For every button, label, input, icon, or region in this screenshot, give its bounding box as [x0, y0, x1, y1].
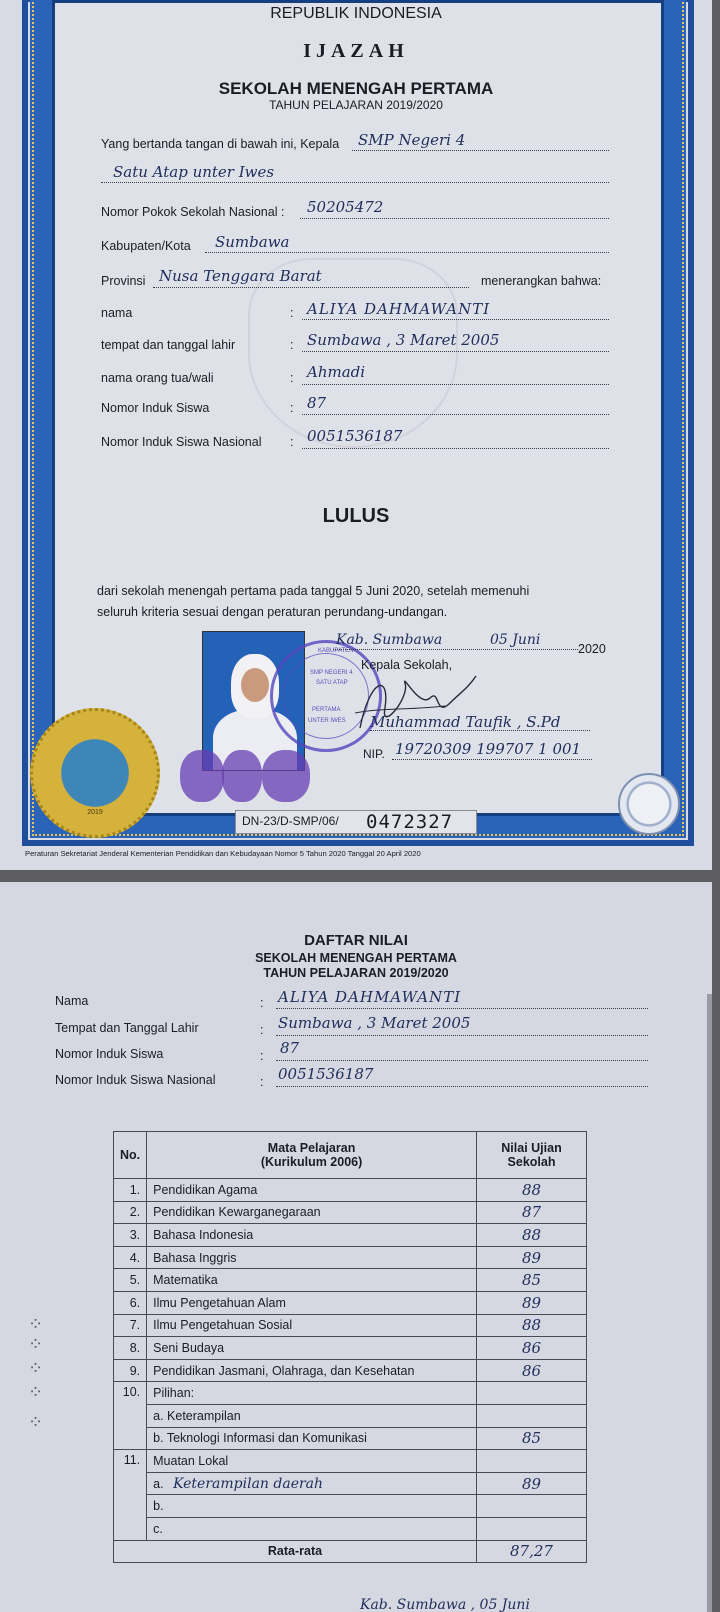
row-subject: Seni Budaya: [147, 1337, 477, 1360]
nisn-label: Nomor Induk Siswa Nasional: [101, 435, 262, 449]
principal-name: Muhammad Taufik , S.Pd: [370, 713, 561, 731]
grade-list-scan: [0, 882, 712, 1612]
hologram-sticker: [618, 773, 680, 835]
thumbprint: [222, 750, 262, 802]
nama-value: ALIYA DAHMAWANTI: [278, 988, 462, 1006]
mulok-b: b.: [147, 1495, 477, 1518]
ttl-label: tempat dan tanggal lahir: [101, 338, 236, 352]
ortu-value: Ahmadi: [307, 363, 366, 381]
table-row-mulok-a: [114, 1472, 587, 1495]
table-row-mulok-b: [114, 1495, 587, 1518]
mulok-a-value: Keterampilan daerah: [173, 1475, 324, 1492]
seal-text: SATU ATAP: [316, 680, 348, 686]
thumbprint: [180, 750, 224, 802]
row-subject: Ilmu Pengetahuan Sosial: [147, 1314, 477, 1337]
colon: :: [260, 1023, 264, 1037]
ttl-value: Sumbawa , 3 Maret 2005: [278, 1014, 471, 1032]
perforation-mark: ⁘: [28, 1358, 46, 1379]
row-no: 5.: [114, 1269, 147, 1292]
average-value: 87,27: [477, 1540, 587, 1563]
row-no: 10.: [114, 1382, 147, 1450]
table-row: [114, 1201, 587, 1224]
row-score: [477, 1382, 587, 1405]
nisn-value: 0051536187: [278, 1065, 374, 1083]
colon: :: [290, 435, 294, 449]
garuda-emblem: 2019: [30, 708, 160, 838]
col-no-header: No.: [114, 1132, 147, 1179]
row-no: 6.: [114, 1291, 147, 1314]
row-no: 1.: [114, 1179, 147, 1202]
nama-label: Nama: [55, 994, 89, 1008]
row-score: 89: [477, 1246, 587, 1269]
document-title: IJAZAH: [303, 40, 409, 62]
mulok-a-score: 89: [477, 1472, 587, 1495]
intro-label: Yang bertanda tangan di bawah ini, Kepala: [101, 137, 340, 151]
row-score: 85: [477, 1269, 587, 1292]
mulok-label: Muatan Lokal: [147, 1450, 477, 1473]
row-score: [477, 1517, 587, 1540]
sign-date: 05 Juni: [490, 632, 541, 648]
row-no: 3.: [114, 1224, 147, 1247]
statement-line-1: dari sekolah menengah pertama pada tanggal 5 Juni 2020, setelah memenuhi: [97, 584, 530, 598]
table-header-row: [114, 1132, 587, 1179]
mulok-c: c.: [147, 1517, 477, 1540]
table-row: [114, 1337, 587, 1360]
row-score: 88: [477, 1314, 587, 1337]
regulation-footnote: Peraturan Sekretariat Jenderal Kementerian Pendidikan dan Kebudayaan Nomor 5 Tahun 2020 Tanggal 20 April 2020: [25, 849, 421, 858]
table-row-pilihan-a: [114, 1404, 587, 1427]
nisn-label: Nomor Induk Siswa Nasional: [55, 1073, 216, 1087]
pilihan-b-score: 85: [477, 1427, 587, 1450]
row-subject: Pendidikan Jasmani, Olahraga, dan Kesehatan: [147, 1359, 477, 1382]
table-row-pilihan-b: [114, 1427, 587, 1450]
row-score: [477, 1495, 587, 1518]
table-row-average: [114, 1540, 587, 1563]
row-no: 9.: [114, 1359, 147, 1382]
colon: :: [290, 306, 294, 320]
table-row: [114, 1246, 587, 1269]
sign-year: 2020: [578, 642, 606, 656]
row-no: 8.: [114, 1337, 147, 1360]
pilihan-a: a. Keterampilan: [147, 1404, 477, 1427]
page-edge-shadow: [707, 994, 712, 1612]
npsn-value: 50205472: [307, 198, 384, 216]
menerangkan-label: menerangkan bahwa:: [481, 274, 602, 288]
seal-text: UNTER IWES: [308, 718, 346, 724]
pilihan-a-score: [477, 1404, 587, 1427]
table-row: [114, 1269, 587, 1292]
statement-line-2: seluruh kriteria sesuai dengan peraturan perundang-undangan.: [97, 605, 448, 619]
table-row-pilihan: [114, 1382, 587, 1405]
average-label: Rata-rata: [114, 1540, 477, 1563]
seal-text: SMP NEGERI 4: [310, 670, 353, 676]
perforation-mark: ⁘: [28, 1412, 46, 1433]
school-year-heading: TAHUN PELAJARAN 2019/2020: [269, 98, 443, 112]
thumbprint: [262, 750, 310, 802]
pilihan-label: Pilihan:: [147, 1382, 477, 1405]
row-score: 86: [477, 1359, 587, 1382]
row-subject: Ilmu Pengetahuan Alam: [147, 1291, 477, 1314]
row-score: 88: [477, 1179, 587, 1202]
grade-list-school-type: SEKOLAH MENENGAH PERTAMA: [255, 951, 457, 965]
serial-prefix: DN-23/D-SMP/06/: [242, 814, 339, 828]
col-score-line-2: Sekolah: [507, 1155, 556, 1169]
col-subject-header: [147, 1132, 477, 1179]
colon: :: [260, 1049, 264, 1063]
ortu-label: nama orang tua/wali: [101, 371, 214, 385]
colon: :: [260, 996, 264, 1010]
grade-list-year: TAHUN PELAJARAN 2019/2020: [263, 966, 449, 980]
graduation-status: LULUS: [322, 505, 390, 527]
row-score: 87: [477, 1201, 587, 1224]
row-subject: Pendidikan Kewarganegaraan: [147, 1201, 477, 1224]
col-score-header: [477, 1132, 587, 1179]
ttl-value: Sumbawa , 3 Maret 2005: [307, 331, 500, 349]
nip-value: 19720309 199707 1 001: [395, 740, 582, 758]
row-score: 88: [477, 1224, 587, 1247]
colon: :: [260, 1075, 264, 1089]
school-name-line-2: Satu Atap unter Iwes: [113, 163, 275, 181]
seal-text: PERTAMA: [312, 707, 341, 713]
sign-place: Kab. Sumbawa: [336, 632, 443, 648]
row-subject: Pendidikan Agama: [147, 1179, 477, 1202]
row-no: 4.: [114, 1246, 147, 1269]
provinsi-label: Provinsi: [101, 274, 146, 288]
colon: :: [290, 371, 294, 385]
perforation-mark: ⁘: [28, 1334, 46, 1355]
grade-list-title: DAFTAR NILAI: [304, 932, 408, 949]
row-no: 11.: [114, 1450, 147, 1540]
perforation-mark: ⁘: [28, 1382, 46, 1403]
grade-list-place-date: Kab. Sumbawa , 05 Juni: [360, 1597, 530, 1612]
provinsi-value: Nusa Tenggara Barat: [159, 267, 322, 285]
colon: :: [290, 338, 294, 352]
nis-label: Nomor Induk Siswa: [55, 1047, 164, 1061]
table-row: [114, 1359, 587, 1382]
row-score: 86: [477, 1337, 587, 1360]
table-row: [114, 1179, 587, 1202]
nama-label: nama: [101, 306, 133, 320]
grade-table: [113, 1131, 587, 1563]
nama-value: ALIYA DAHMAWANTI: [307, 300, 491, 318]
perforation-mark: ⁘: [28, 1314, 46, 1335]
seal-text: KABUPATEN: [318, 648, 354, 654]
serial-number: 0472327: [366, 811, 454, 833]
col-score-line-1: Nilai Ujian: [501, 1141, 562, 1155]
kabupaten-value: Sumbawa: [215, 233, 290, 251]
table-row: [114, 1224, 587, 1247]
row-no: 7.: [114, 1314, 147, 1337]
table-row: [114, 1314, 587, 1337]
school-name-line-1: SMP Negeri 4: [358, 131, 466, 149]
table-row-mulok: [114, 1450, 587, 1473]
colon: :: [290, 401, 294, 415]
table-row: [114, 1291, 587, 1314]
nisn-value: 0051536187: [307, 427, 403, 445]
pilihan-b: b. Teknologi Informasi dan Komunikasi: [147, 1427, 477, 1450]
ttl-label: Tempat dan Tanggal Lahir: [55, 1021, 199, 1035]
nip-label: NIP.: [363, 747, 385, 761]
col-subject-line-1: Mata Pelajaran: [267, 1141, 356, 1155]
col-subject-line-2: (Kurikulum 2006): [260, 1155, 363, 1169]
npsn-label: Nomor Pokok Sekolah Nasional :: [101, 205, 285, 219]
nis-value: 87: [280, 1039, 300, 1057]
row-subject: Bahasa Indonesia: [147, 1224, 477, 1247]
nis-label: Nomor Induk Siswa: [101, 401, 210, 415]
school-type-heading: SEKOLAH MENENGAH PERTAMA: [218, 79, 494, 98]
table-row-mulok-c: [114, 1517, 587, 1540]
row-score: [477, 1450, 587, 1473]
sign-role: Kepala Sekolah,: [361, 658, 453, 672]
row-no: 2.: [114, 1201, 147, 1224]
row-subject: Matematika: [147, 1269, 477, 1292]
row-score: 89: [477, 1291, 587, 1314]
mulok-a: [147, 1472, 477, 1495]
nis-value: 87: [307, 394, 327, 412]
country-title: REPUBLIK INDONESIA: [270, 5, 442, 22]
row-subject: Bahasa Inggris: [147, 1246, 477, 1269]
kabupaten-label: Kabupaten/Kota: [101, 239, 191, 253]
mulok-a-prefix: a.: [153, 1476, 164, 1491]
